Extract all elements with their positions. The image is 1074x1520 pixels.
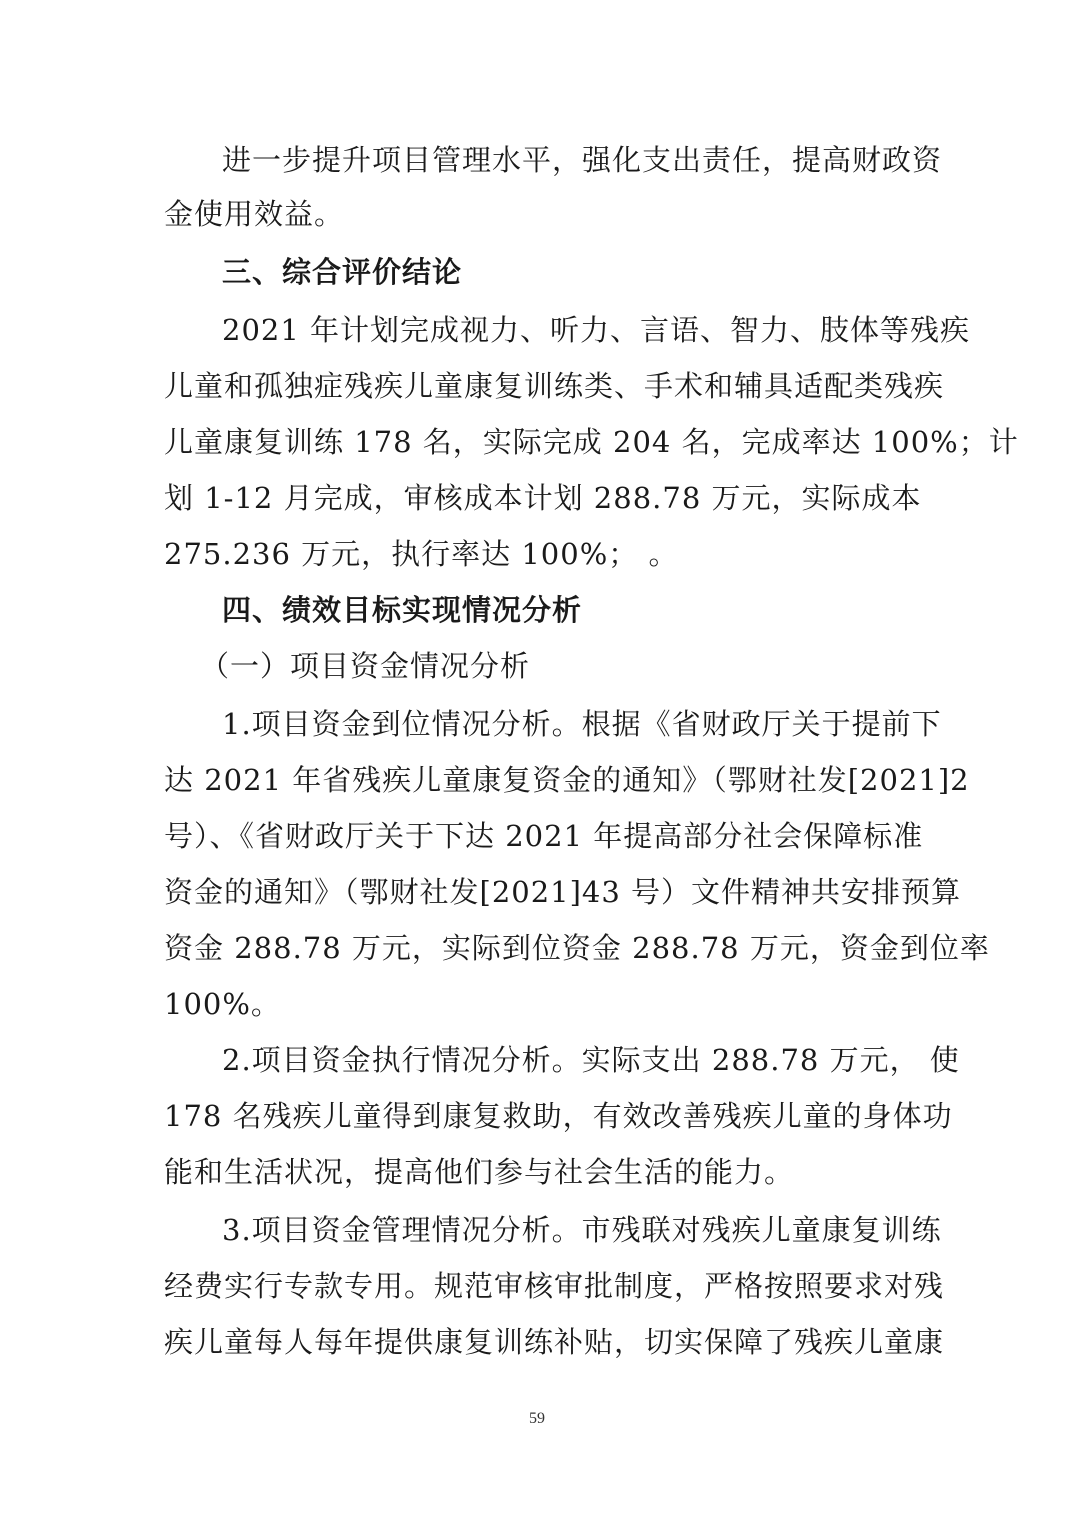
body-text-line: 100%。 [164,987,281,1021]
subsection-heading: （一）项目资金情况分析 [200,649,531,683]
body-text-line: 划 1-12 月完成，审核成本计划 288.78 万元，实际成本 [164,481,922,515]
body-text-line: 2.项目资金执行情况分析。实际支出 288.78 万元， 使 [222,1043,960,1077]
body-text-line: 达 2021 年省残疾儿童康复资金的通知》（鄂财社发[2021]2 [164,763,970,797]
body-text-line: 3.项目资金管理情况分析。市残联对残疾儿童康复训练 [222,1213,942,1247]
section-heading-4: 四、绩效目标实现情况分析 [222,593,583,627]
body-text-line: 1.项目资金到位情况分析。根据《省财政厅关于提前下 [222,707,942,741]
body-text-line: 儿童和孤独症残疾儿童康复训练类、手术和辅具适配类残疾 [164,369,945,403]
body-text-line: 资金 288.78 万元，实际到位资金 288.78 万元，资金到位率 [164,931,990,965]
section-heading-3: 三、综合评价结论 [222,255,463,289]
body-text-line: 资金的通知》（鄂财社发[2021]43 号）文件精神共安排预算 [164,875,962,909]
body-text-line: 2021 年计划完成视力、听力、言语、智力、肢体等残疾 [222,313,971,347]
body-text-line: 金使用效益。 [164,197,345,231]
body-text-line: 儿童康复训练 178 名，实际完成 204 名，完成率达 100%；计 [164,425,1019,459]
page-number: 59 [529,1410,545,1427]
body-text-line: 进一步提升项目管理水平，强化支出责任，提高财政资 [222,143,943,177]
body-text-line: 275.236 万元，执行率达 100%； 。 [164,537,679,571]
body-text-line: 疾儿童每人每年提供康复训练补贴，切实保障了残疾儿童康 [164,1325,945,1359]
body-text-line: 经费实行专款专用。规范审核审批制度，严格按照要求对残 [164,1269,945,1303]
body-text-line: 号）、《省财政厅关于下达 2021 年提高部分社会保障标准 [164,819,924,853]
body-text-line: 178 名残疾儿童得到康复救助，有效改善残疾儿童的身体功 [164,1099,953,1133]
body-text-line: 能和生活状况，提高他们参与社会生活的能力。 [164,1155,795,1189]
